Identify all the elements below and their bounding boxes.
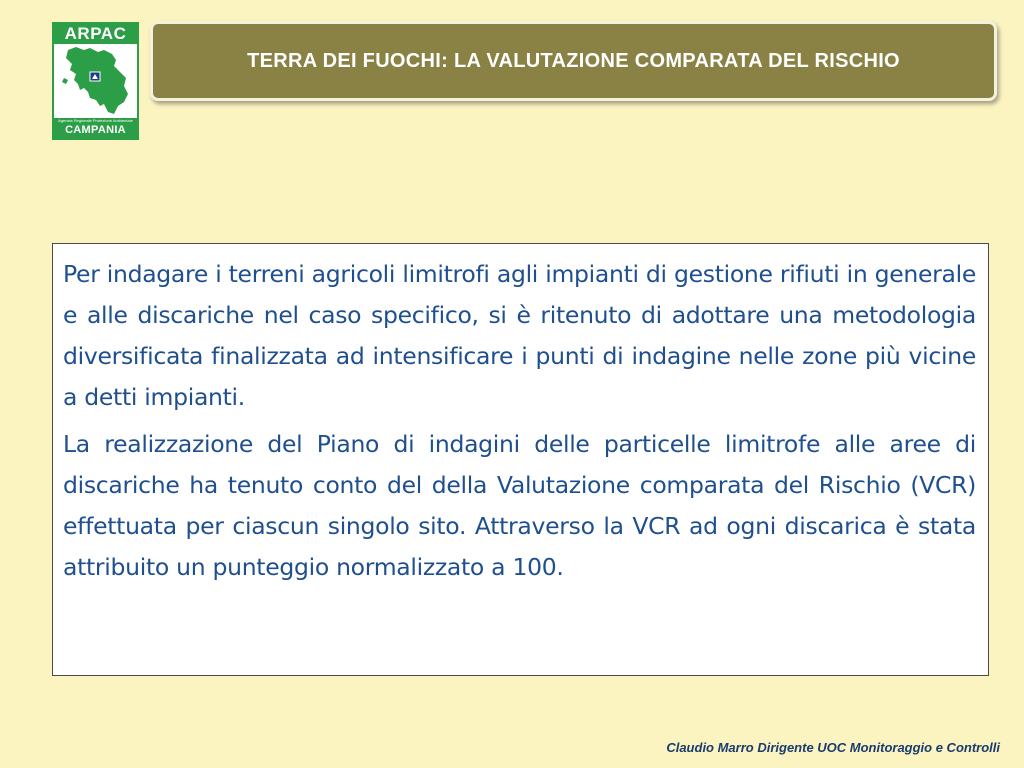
logo-subtitle: Agenzia Regionale Protezione Ambientale <box>58 118 133 123</box>
campania-map-icon <box>54 44 137 118</box>
logo-name: ARPAC <box>54 24 137 44</box>
slide-title-bar <box>150 21 997 101</box>
slide-title: TERRA DEI FUOCHI: LA VALUTAZIONE COMPARATA DEL RISCHIO <box>247 50 900 72</box>
content-box <box>52 243 989 676</box>
body-paragraph-1: Per indagare i terreni agricoli limitrofi agli impianti di gestione rifiuti in generale e alle discariche nel caso specifico, si è ritenuto di adottare una metodologia diversificata finalizzata ad intensificare i punti di indagine nelle zone più vicine a detti impianti. <box>63 260 976 411</box>
body-paragraph-2: La realizzazione del Piano di indagini delle particelle limitrofe alle aree di discariche ha tenuto conto del della Valutazione comparata del Rischio (VCR) effettuata per ciascun singolo sito. Attraverso la VCR ad ogni discarica è stata attribuito un punteggio normalizzato a 100. <box>63 430 976 581</box>
arpac-logo <box>52 22 139 140</box>
logo-footer <box>54 118 137 138</box>
logo-region: CAMPANIA <box>65 124 126 136</box>
footer-author: Claudio Marro Dirigente UOC Monitoraggio e Controlli <box>666 740 1000 755</box>
